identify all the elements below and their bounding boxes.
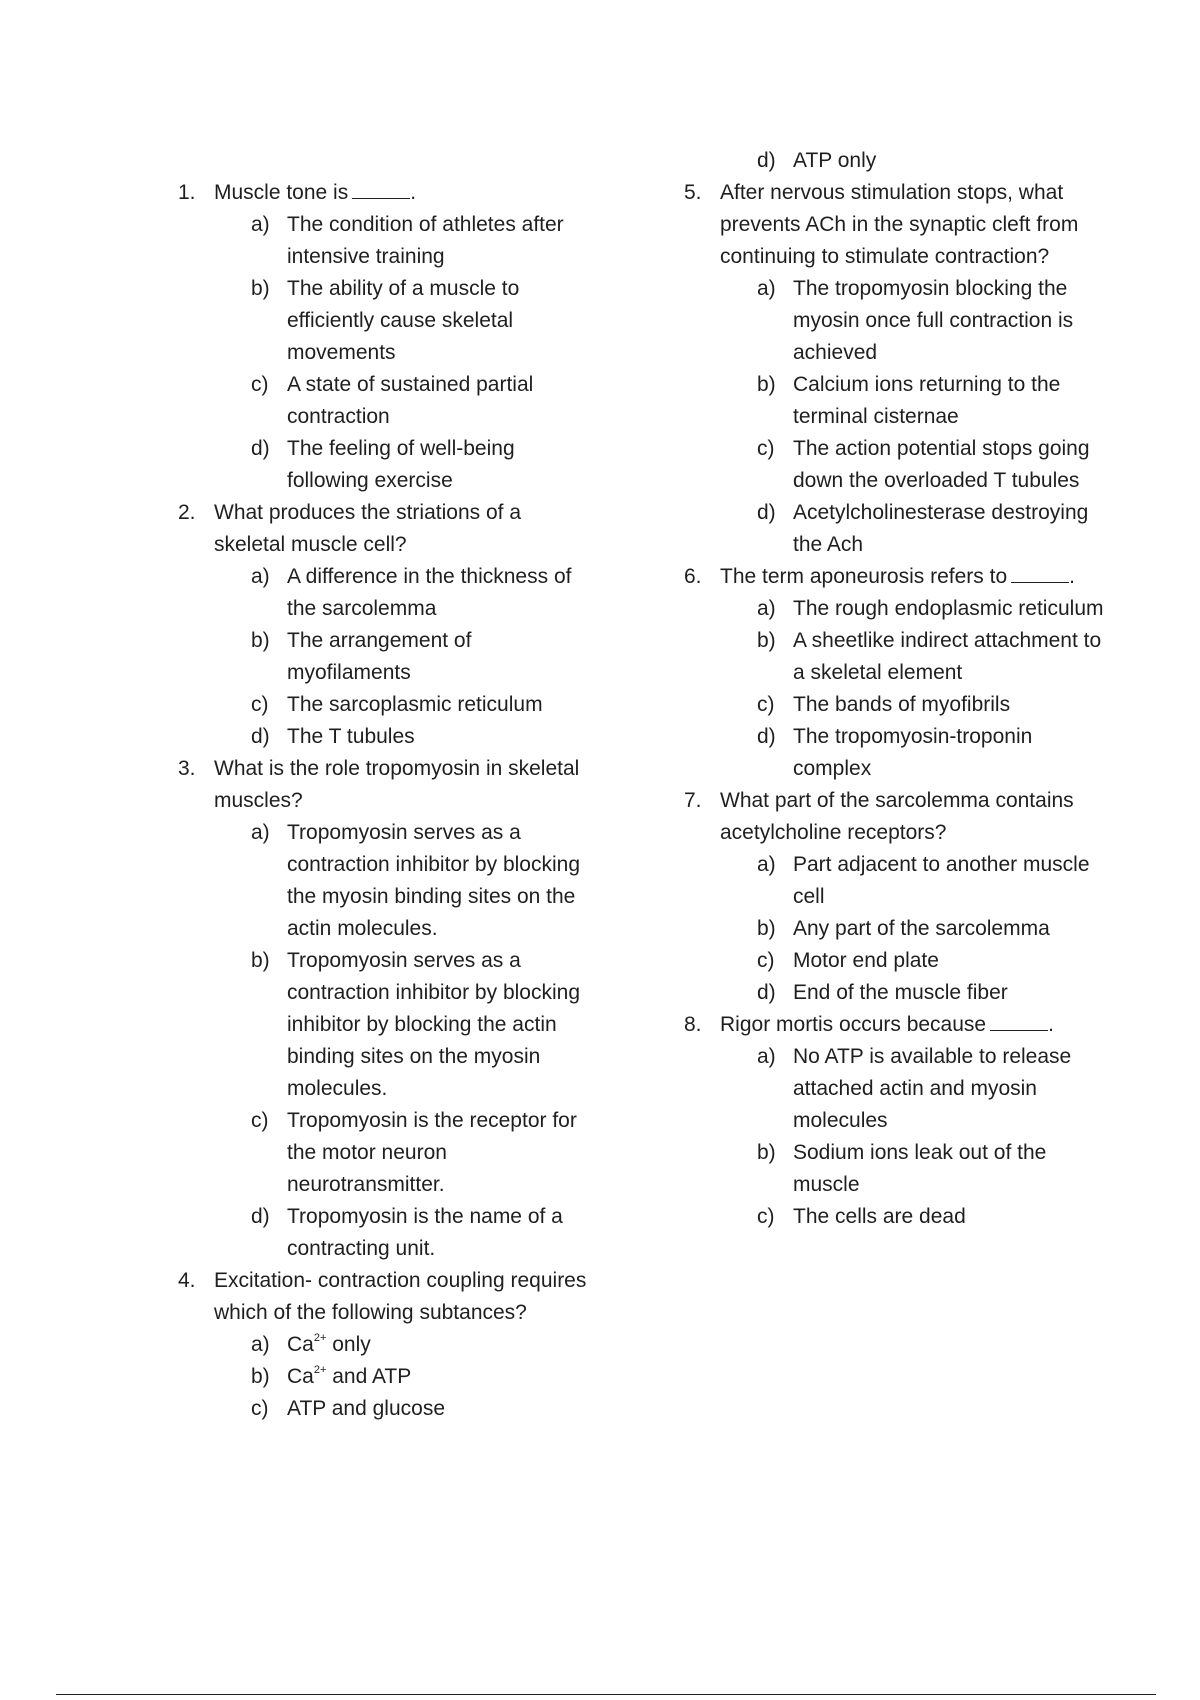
option-item xyxy=(251,1393,598,1425)
question-number: 5. xyxy=(684,181,702,204)
option-text: ATP and glucose xyxy=(287,1397,445,1420)
option-item xyxy=(757,1137,1104,1201)
question-text: What is the role tropomyosin in skeletal muscles? xyxy=(214,757,580,812)
option-letter: d) xyxy=(757,149,776,172)
right-column xyxy=(684,145,1104,1233)
option-letter: d) xyxy=(251,725,270,748)
question-number: 6. xyxy=(684,565,702,588)
option-letter: b) xyxy=(757,373,776,396)
question-4-continued xyxy=(684,145,1104,177)
option-item xyxy=(757,625,1104,689)
option-letter: b) xyxy=(251,949,270,972)
option-item xyxy=(757,977,1104,1009)
option-item xyxy=(251,1201,598,1265)
option-text-rest: and ATP xyxy=(326,1365,412,1388)
option-text: The rough endoplasmic reticulum xyxy=(793,597,1104,620)
ion-charge: 2+ xyxy=(313,1364,327,1376)
option-item xyxy=(251,209,598,273)
option-letter: d) xyxy=(251,1205,270,1228)
question-2 xyxy=(178,497,598,753)
option-item xyxy=(251,369,598,433)
left-column xyxy=(178,177,598,1425)
option-letter: b) xyxy=(757,1141,776,1164)
option-item xyxy=(757,433,1104,497)
option-text-base: Ca xyxy=(287,1333,314,1356)
option-item xyxy=(757,369,1104,433)
option-letter: b) xyxy=(757,917,776,940)
option-item xyxy=(251,721,598,753)
option-item xyxy=(251,817,598,945)
option-letter: b) xyxy=(757,629,776,652)
option-letter: a) xyxy=(251,213,270,236)
option-item xyxy=(757,689,1104,721)
option-text: No ATP is available to release attached actin and myosin molecules xyxy=(793,1045,1072,1132)
option-item xyxy=(757,273,1104,369)
option-text: The cells are dead xyxy=(793,1205,966,1228)
option-item xyxy=(251,273,598,369)
option-letter: a) xyxy=(757,597,776,620)
option-text: A state of sustained partial contraction xyxy=(287,373,534,428)
question-punctuation: . xyxy=(1069,565,1075,588)
option-letter: a) xyxy=(757,277,776,300)
option-text: Tropomyosin is the name of a contracting unit. xyxy=(287,1205,563,1260)
option-letter: c) xyxy=(251,1109,269,1132)
option-text: A difference in the thickness of the sarcolemma xyxy=(287,565,572,620)
question-text: The term aponeurosis refers to xyxy=(720,565,1008,588)
option-text: Sodium ions leak out of the muscle xyxy=(793,1141,1047,1196)
question-4 xyxy=(178,1265,598,1425)
option-letter: d) xyxy=(757,981,776,1004)
option-item xyxy=(251,1329,598,1361)
answer-blank xyxy=(990,1014,1048,1031)
question-1 xyxy=(178,177,598,497)
question-punctuation: . xyxy=(410,181,417,204)
option-item xyxy=(757,593,1104,625)
option-letter: b) xyxy=(251,629,270,652)
question-text: After nervous stimulation stops, what prevents ACh in the synaptic cleft from continuing to stimulate contraction? xyxy=(720,181,1079,268)
option-text-rest: only xyxy=(326,1333,371,1356)
option-text: Part adjacent to another muscle cell xyxy=(793,853,1090,908)
question-5 xyxy=(684,177,1104,561)
answer-blank xyxy=(352,182,410,199)
option-letter: c) xyxy=(251,373,269,396)
option-letter: d) xyxy=(757,501,776,524)
option-text: The T tubules xyxy=(287,725,415,748)
option-text: Calcium ions returning to the terminal cisternae xyxy=(793,373,1061,428)
option-item xyxy=(757,849,1104,913)
option-text: The tropomyosin-troponin complex xyxy=(793,725,1033,780)
option-text: Tropomyosin serves as a contraction inhibitor by blocking inhibitor by blocking the actin binding sites on the myosin molecules. xyxy=(287,949,580,1100)
option-text: A sheetlike indirect attachment to a skeletal element xyxy=(793,629,1102,684)
option-letter: a) xyxy=(757,853,776,876)
option-letter: c) xyxy=(757,693,775,716)
option-text: End of the muscle fiber xyxy=(793,981,1008,1004)
option-item xyxy=(251,1361,598,1393)
option-text: Tropomyosin serves as a contraction inhibitor by blocking the myosin binding sites on the actin molecules. xyxy=(287,821,580,940)
question-number: 2. xyxy=(178,501,196,524)
footer-divider xyxy=(56,1694,1156,1695)
option-text: Tropomyosin is the receptor for the motor neuron neurotransmitter. xyxy=(287,1109,577,1196)
option-letter: d) xyxy=(251,437,270,460)
option-letter: b) xyxy=(251,1365,270,1388)
question-number: 8. xyxy=(684,1013,702,1036)
option-text: Motor end plate xyxy=(793,949,939,972)
option-item xyxy=(251,625,598,689)
option-letter: c) xyxy=(757,437,775,460)
option-text: The arrangement of myofilaments xyxy=(287,629,472,684)
option-text: The ability of a muscle to efficiently cause skeletal movements xyxy=(287,277,520,364)
option-text: The bands of myofibrils xyxy=(793,693,1011,716)
question-text: What produces the striations of a skeletal muscle cell? xyxy=(214,501,521,556)
option-item xyxy=(757,145,1104,177)
option-letter: a) xyxy=(251,565,270,588)
option-item xyxy=(251,689,598,721)
option-text: ATP only xyxy=(793,149,877,172)
option-item xyxy=(757,1041,1104,1137)
option-item xyxy=(251,433,598,497)
option-text: Acetylcholinesterase destroying the Ach xyxy=(793,501,1089,556)
option-text: The feeling of well-being following exercise xyxy=(287,437,515,492)
option-letter: c) xyxy=(251,1397,269,1420)
option-letter: a) xyxy=(757,1045,776,1068)
question-text: What part of the sarcolemma contains acetylcholine receptors? xyxy=(720,789,1074,844)
option-letter: c) xyxy=(757,1205,775,1228)
option-item xyxy=(251,1105,598,1201)
question-text: Excitation- contraction coupling requires which of the following subtances? xyxy=(214,1269,587,1324)
question-7 xyxy=(684,785,1104,1009)
question-3 xyxy=(178,753,598,1265)
question-6 xyxy=(684,561,1104,785)
option-text: Any part of the sarcolemma xyxy=(793,917,1050,940)
question-number: 4. xyxy=(178,1269,196,1292)
question-text: Rigor mortis occurs because xyxy=(720,1013,987,1036)
option-text: The sarcoplasmic reticulum xyxy=(287,693,543,716)
option-item xyxy=(757,913,1104,945)
option-letter: c) xyxy=(757,949,775,972)
option-letter: a) xyxy=(251,1333,270,1356)
option-text: The tropomyosin blocking the myosin once full contraction is achieved xyxy=(793,277,1074,364)
question-text: Muscle tone is xyxy=(214,181,349,204)
option-item xyxy=(757,945,1104,977)
option-letter: d) xyxy=(757,725,776,748)
option-text: The action potential stops going down the overloaded T tubules xyxy=(793,437,1090,492)
answer-blank xyxy=(1011,566,1069,583)
option-text-base: Ca xyxy=(287,1365,314,1388)
question-number: 1. xyxy=(178,181,196,204)
question-number: 3. xyxy=(178,757,196,780)
option-item xyxy=(251,561,598,625)
option-item xyxy=(757,1201,1104,1233)
option-item xyxy=(757,721,1104,785)
option-item xyxy=(757,497,1104,561)
option-text xyxy=(287,1329,598,1361)
option-letter: a) xyxy=(251,821,270,844)
option-letter: c) xyxy=(251,693,269,716)
option-text: The condition of athletes after intensive training xyxy=(287,213,564,268)
ion-charge: 2+ xyxy=(313,1332,327,1344)
question-8 xyxy=(684,1009,1104,1233)
option-letter: b) xyxy=(251,277,270,300)
option-text xyxy=(287,1361,598,1393)
question-number: 7. xyxy=(684,789,702,812)
question-punctuation: . xyxy=(1048,1013,1054,1036)
option-item xyxy=(251,945,598,1105)
